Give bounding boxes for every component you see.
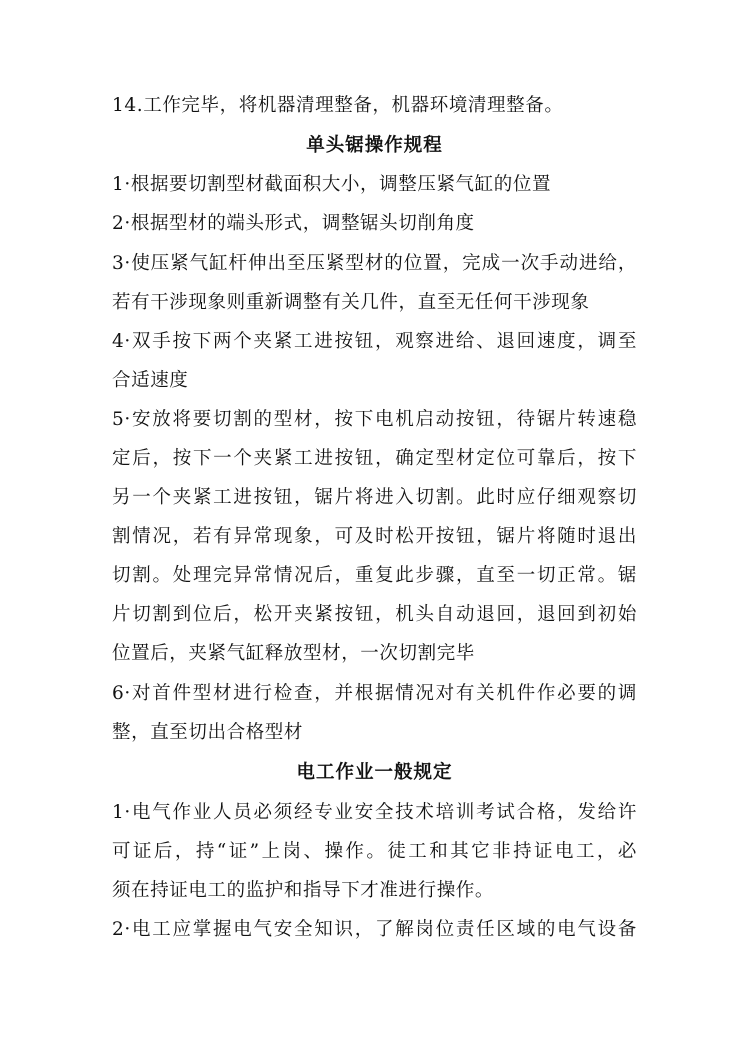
text-line: 合适速度 <box>112 370 189 391</box>
text-line: 14.工作完毕，将机器清理整备，机器环境清理整备。 <box>112 95 564 116</box>
section-heading-single-head-saw: 单头锯操作规程 <box>306 135 443 156</box>
text-line: 1·电气作业人员必须经专业安全技术培训考试合格，发给许 <box>112 802 637 823</box>
text-line: 5·安放将要切割的型材，按下电机启动按钮，待锯片转速稳 <box>112 409 637 430</box>
text-line: 割情况，若有异常现象，可及时松开按钮，锯片将随时退出 <box>112 526 637 547</box>
text-line: 若有干涉现象则重新调整有关几件，直至无任何干涉现象 <box>112 292 590 313</box>
text-line: 1·根据要切割型材截面积大小，调整压紧气缸的位置 <box>112 174 552 195</box>
section-heading-electrician-rules: 电工作业一般规定 <box>296 762 453 783</box>
text-line: 6·对首件型材进行检查，并根据情况对有关机件作必要的调 <box>112 683 637 704</box>
text-line: 整，直至切出合格型材 <box>112 722 304 743</box>
text-line: 定后，按下一个夹紧工进按钮，确定型材定位可靠后，按下 <box>112 448 637 469</box>
text-line: 3·使压紧气缸杆伸出至压紧型材的位置，完成一次手动进给， <box>112 253 637 274</box>
text-line: 须在持证电工的监护和指导下才准进行操作。 <box>112 880 495 901</box>
text-line: 位置后，夹紧气缸释放型材，一次切割完毕 <box>112 643 475 664</box>
text-line: 可证后，持“证”上岗、操作。徒工和其它非持证电工，必 <box>112 841 637 862</box>
text-line: 另一个夹紧工进按钮，锯片将进入切割。此时应仔细观察切 <box>112 487 637 508</box>
text-line: 片切割到位后，松开夹紧按钮，机头自动退回，退回到初始 <box>112 604 637 625</box>
text-line: 2·根据型材的端头形式，调整锯头切削角度 <box>112 213 475 234</box>
text-line: 2·电工应掌握电气安全知识，了解岗位责任区域的电气设备 <box>112 919 637 940</box>
text-line: 4·双手按下两个夹紧工进按钮，观察进给、退回速度，调至 <box>112 331 637 352</box>
text-line: 切割。处理完异常情况后，重复此步骤，直至一切正常。锯 <box>112 565 637 586</box>
